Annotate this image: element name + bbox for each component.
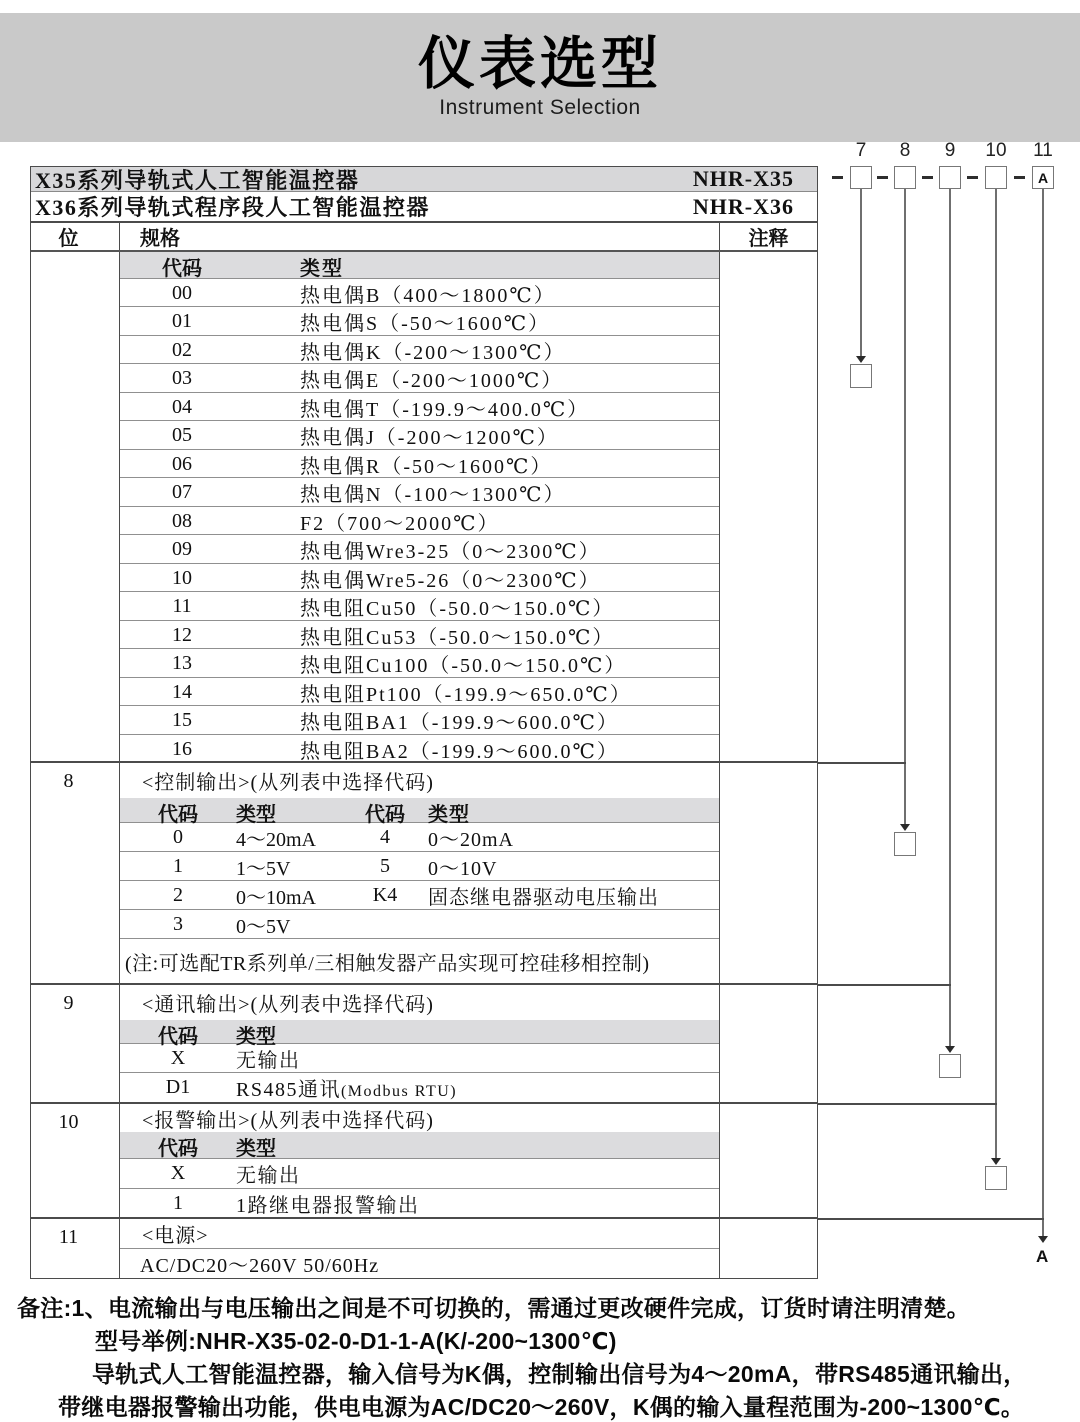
- table-row: [120, 852, 719, 881]
- arrow-down-icon: [945, 1046, 955, 1053]
- section-border-extension: [818, 762, 906, 764]
- note-cell: [720, 1104, 817, 1217]
- cell-type: 热电偶K（-200～1300℃）: [300, 341, 566, 364]
- col-type: 类型: [300, 258, 344, 280]
- cell-type-main: RS485通讯: [236, 1078, 341, 1101]
- cell-code: 4: [380, 826, 390, 849]
- footnote-line-4: 带继电器报警输出功能，供电电源为AC/DC20～260V，K偶的输入量程范围为-200~1300℃。: [58, 1394, 1025, 1420]
- cell-code: 00: [172, 282, 192, 304]
- page-subtitle: Instrument Selection: [439, 96, 641, 120]
- cell-type: 热电偶R（-50～1600℃）: [300, 455, 553, 478]
- table-row: [120, 621, 719, 649]
- power-value: AC/DC20～260V 50/60Hz: [140, 1255, 380, 1277]
- cell-type: 热电偶N（-100～1300℃）: [300, 484, 566, 507]
- cell-code: 3: [173, 913, 183, 936]
- table-header-row: [31, 223, 817, 252]
- table-row: [120, 450, 719, 478]
- table-row: [120, 336, 719, 364]
- col-type: 类型: [236, 804, 276, 827]
- drop-line-8: [904, 189, 906, 825]
- table-row: [120, 649, 719, 677]
- page-title: 仪表选型: [418, 31, 662, 96]
- note-cell: [720, 1219, 817, 1278]
- footnote-line-3: 导轨式人工智能温控器，输入信号为K偶，控制输出信号为4～20mA，带RS485通讯输出，: [92, 1361, 1027, 1387]
- cell-code: 2: [173, 884, 183, 907]
- model-code: NHR-X36: [692, 193, 794, 219]
- order-box-7: [850, 166, 872, 189]
- sub-header-row: [120, 798, 719, 827]
- cell-code: 06: [172, 452, 192, 475]
- cell-type: 热电偶E（-200～1000℃）: [300, 370, 564, 393]
- table-row: [120, 592, 719, 620]
- suffix-letter: A: [1037, 169, 1049, 186]
- drop-line-9: [949, 189, 951, 1047]
- table-row: [120, 1044, 719, 1073]
- arrow-down-icon: [991, 1158, 1001, 1165]
- table-row: [120, 1189, 719, 1218]
- cell-type: 热电偶T（-199.9～400.0℃）: [300, 398, 590, 421]
- table-row: [120, 910, 719, 939]
- cell-type: 固态继电器驱动电压输出: [428, 887, 659, 910]
- cell-code: 10: [172, 566, 192, 589]
- col-code: 代码: [158, 1025, 198, 1048]
- section-border-extension: [818, 984, 951, 986]
- cell-type: 热电阻BA1（-199.9～600.0℃）: [300, 712, 619, 735]
- cell-type: 热电偶Wre5-26（0～2300℃）: [300, 569, 601, 592]
- product-row-x36: [31, 192, 817, 223]
- arrow-down-icon: [900, 824, 910, 831]
- arrow-down-icon: [1038, 1236, 1048, 1243]
- table-row: [120, 1073, 719, 1102]
- table-row: [120, 507, 719, 535]
- footnote-line-1: 备注:1、电流输出与电压输出之间是不可切换的，需通过更改硬件完成，订货时请注明清楚。: [17, 1295, 971, 1321]
- cell-code: K4: [372, 884, 398, 907]
- product-row-x35: [31, 167, 817, 192]
- note-cell: [720, 252, 817, 761]
- cell-type: 热电偶B（400～1800℃）: [300, 285, 556, 307]
- model-code: NHR-X35: [692, 166, 794, 191]
- digit-7: 7: [855, 140, 867, 161]
- col-type: 类型: [236, 1138, 276, 1160]
- dash-connector: [967, 176, 978, 179]
- cell-type: 1～5V: [236, 858, 291, 881]
- dash-connector: [1014, 176, 1025, 179]
- drop-line-7: [860, 189, 862, 357]
- cell-code: 02: [172, 338, 192, 361]
- col-code: 代码: [158, 1138, 198, 1160]
- arrow-down-icon: [856, 356, 866, 363]
- cell-code: 14: [172, 680, 192, 703]
- table-row: [120, 823, 719, 852]
- drop-line-10: [995, 189, 997, 1159]
- cell-code: 5: [380, 855, 390, 878]
- cell-code: X: [170, 1046, 186, 1069]
- cell-code: 04: [172, 395, 192, 418]
- cell-type: 无输出: [236, 1165, 301, 1187]
- cell-code: 13: [172, 652, 192, 675]
- target-box-10: [985, 1166, 1007, 1190]
- cell-type: 0～10V: [428, 858, 498, 881]
- cell-type: 1路继电器报警输出: [236, 1195, 420, 1217]
- target-box-8: [894, 832, 916, 856]
- col-type: 类型: [428, 804, 470, 827]
- cell-type: 0～10mA: [236, 887, 316, 910]
- table-row: [120, 1159, 719, 1189]
- footnote-line-2: 型号举例:NHR-X35-02-0-D1-1-A(K/-200~1300℃): [95, 1328, 617, 1354]
- dash-connector: [922, 176, 933, 179]
- section-power: [31, 1219, 817, 1278]
- table-row: [120, 421, 719, 449]
- cell-type: [236, 1073, 719, 1102]
- cell-code: 1: [173, 855, 183, 878]
- digit-10: 10: [985, 140, 1007, 161]
- table-row: [120, 478, 719, 506]
- cell-type: 热电阻Cu53（-50.0～150.0℃）: [300, 626, 615, 649]
- sub-header-row: [120, 1020, 719, 1048]
- order-box-9: [939, 166, 961, 189]
- cell-type: 热电偶Wre3-25（0～2300℃）: [300, 541, 601, 564]
- cell-code: 1: [173, 1192, 183, 1214]
- dash-connector: [832, 176, 843, 179]
- cell-type: F2（700～2000℃）: [300, 512, 500, 535]
- cell-type: 热电阻Pt100（-199.9～650.0℃）: [300, 683, 632, 706]
- cell-code: 05: [172, 424, 192, 447]
- cell-code: 15: [172, 709, 192, 732]
- cell-code: 09: [172, 538, 192, 561]
- cell-type: 热电偶J（-200～1200℃）: [300, 427, 559, 450]
- product-name: X36系列导轨式程序段人工智能温控器: [35, 195, 430, 220]
- wei-cell: 10: [31, 1104, 120, 1217]
- cell-code: 08: [172, 509, 192, 532]
- section-alarm-output: [31, 1104, 817, 1219]
- section-label: <电源>: [120, 1219, 719, 1249]
- section-border-extension: [818, 1218, 1044, 1220]
- table-row: [120, 364, 719, 392]
- note-cell: [720, 763, 817, 983]
- table-row: [120, 393, 719, 421]
- wei-cell: 8: [31, 763, 120, 983]
- cell-code: 16: [172, 737, 192, 760]
- section-label: <控制输出>(从列表中选择代码): [142, 772, 434, 795]
- table-row: [120, 881, 719, 910]
- cell-code: D1: [165, 1075, 191, 1098]
- cell-type: 热电阻Cu50（-50.0～150.0℃）: [300, 598, 615, 621]
- section-note: (注:可选配TR系列单/三相触发器产品实现可控硅移相控制): [125, 952, 650, 975]
- cell-code: 01: [172, 310, 192, 333]
- cell-type: 0～5V: [236, 916, 291, 939]
- cell-code: 12: [172, 623, 192, 646]
- cell-code: 0: [173, 826, 183, 849]
- section-control-output: [31, 763, 817, 985]
- table-row: [120, 678, 719, 706]
- cell-type: 无输出: [236, 1049, 301, 1072]
- order-box-11-suffix: [1032, 166, 1054, 189]
- dash-connector: [877, 176, 888, 179]
- table-row: [120, 535, 719, 563]
- section-border-extension: [818, 1103, 997, 1105]
- cell-type-small: (Modbus RTU): [340, 1082, 458, 1100]
- cell-code: 07: [172, 481, 192, 504]
- digit-9: 9: [944, 140, 956, 161]
- section-input-type: [31, 252, 817, 763]
- col-header-spec: 规格: [120, 223, 720, 250]
- target-box-7: [850, 364, 872, 388]
- spec-cell: [120, 985, 720, 1102]
- section-label: <报警输出>(从列表中选择代码): [142, 1109, 434, 1132]
- drop-line-11: [1042, 189, 1044, 1237]
- table-row: [120, 564, 719, 592]
- wei-cell: 9: [31, 985, 120, 1102]
- wei-cell: [31, 252, 120, 761]
- table-row: [120, 706, 719, 734]
- col-code: 代码: [162, 258, 202, 280]
- cell-code: 03: [172, 367, 192, 390]
- target-box-9: [939, 1054, 961, 1078]
- cell-code: X: [170, 1162, 186, 1184]
- spec-cell: [120, 1219, 720, 1278]
- section-label: <通讯输出>(从列表中选择代码): [142, 993, 434, 1016]
- col-code: 代码: [158, 804, 198, 827]
- table-row: [120, 735, 719, 763]
- table-row: [120, 279, 719, 307]
- order-box-8: [894, 166, 916, 189]
- result-letter-a: A: [1036, 1247, 1049, 1266]
- cell-type: 热电阻BA2（-199.9～600.0℃）: [300, 740, 619, 763]
- product-name: X35系列导轨式人工智能温控器: [35, 167, 360, 193]
- note-cell: [720, 985, 817, 1102]
- sub-header-row: [120, 1132, 719, 1159]
- cell-type: 热电阻Cu100（-50.0～150.0℃）: [300, 655, 627, 678]
- section-comm-output: [31, 985, 817, 1104]
- selection-table: [30, 166, 818, 1279]
- header-band: [0, 13, 1080, 142]
- col-type: 类型: [236, 1025, 276, 1048]
- spec-cell: [120, 252, 720, 761]
- table-row: [120, 307, 719, 335]
- cell-type: 0～20mA: [428, 829, 514, 852]
- digit-8: 8: [899, 140, 911, 161]
- cell-type: 4～20mA: [236, 829, 316, 852]
- order-box-10: [985, 166, 1007, 189]
- spec-cell: [120, 1104, 720, 1217]
- digit-11: 11: [1033, 140, 1053, 161]
- spec-cell: [120, 763, 720, 983]
- cell-code: 11: [172, 595, 192, 618]
- col-header-wei: 位: [31, 223, 120, 250]
- wei-cell: 11: [31, 1219, 120, 1278]
- col-header-note: 注释: [748, 228, 789, 250]
- sub-header-row: [120, 252, 719, 279]
- cell-type: 热电偶S（-50～1600℃）: [300, 313, 551, 336]
- col-code: 代码: [365, 804, 405, 827]
